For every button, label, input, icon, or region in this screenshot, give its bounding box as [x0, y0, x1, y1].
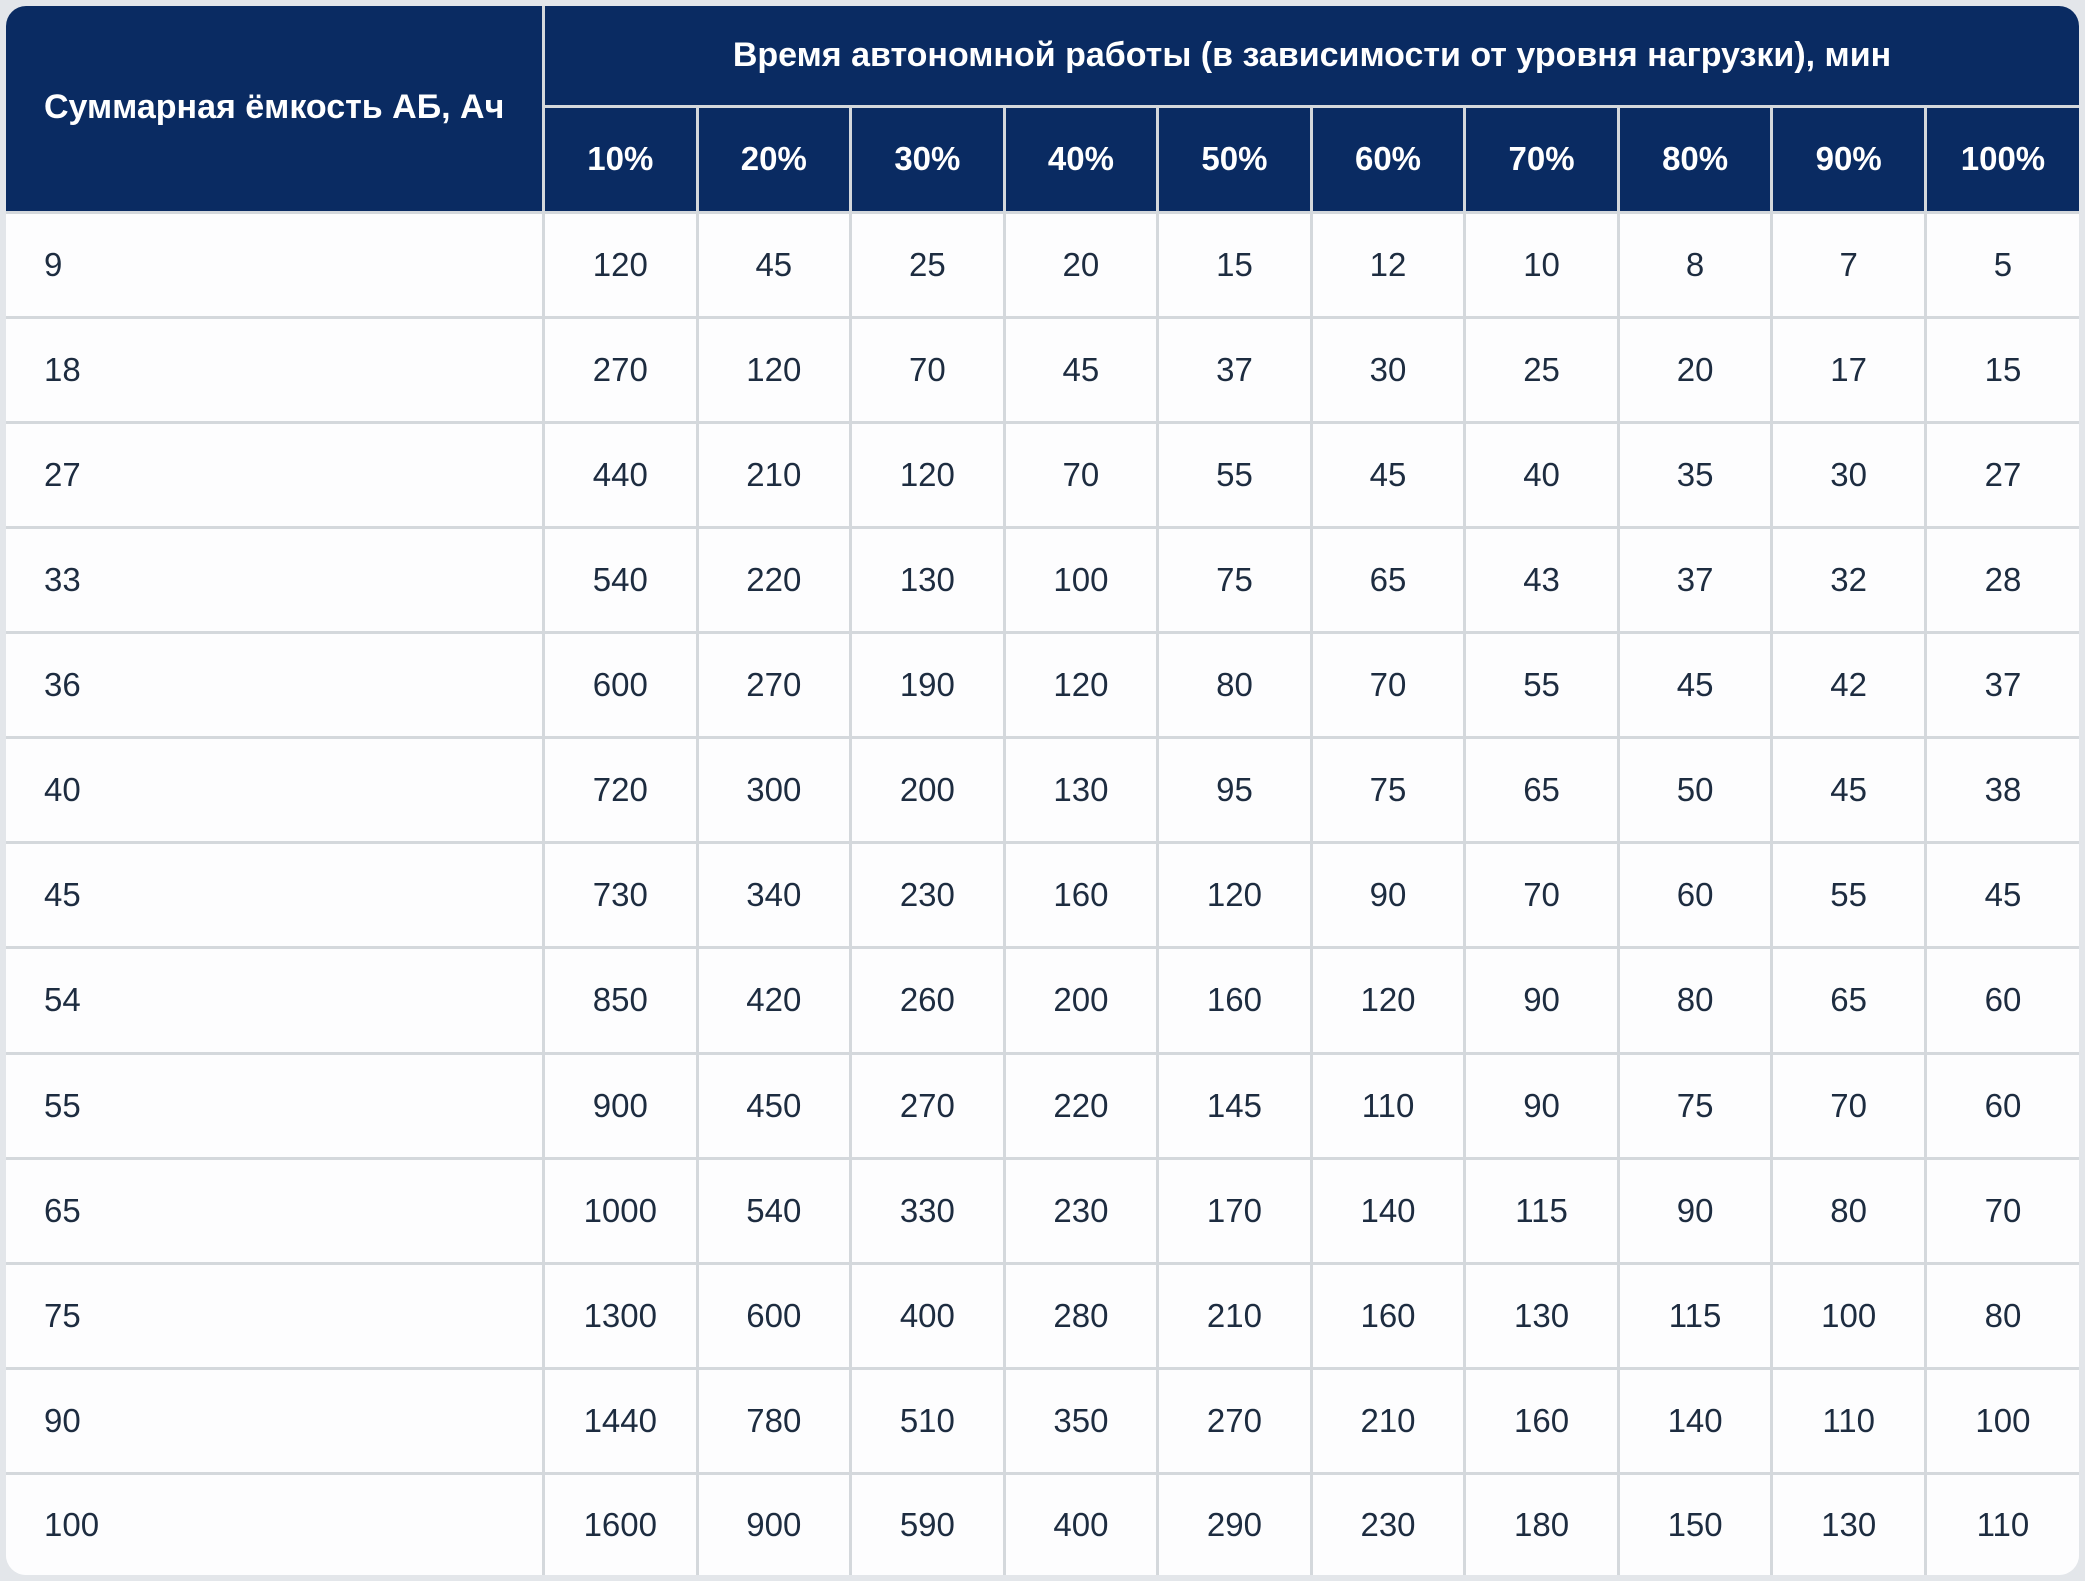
capacity-cell: 33 [6, 527, 544, 632]
runtime-cell: 110 [1925, 1474, 2079, 1576]
runtime-cell: 220 [697, 527, 851, 632]
runtime-cell: 60 [1925, 948, 2079, 1053]
runtime-cell: 32 [1772, 527, 1926, 632]
runtime-cell: 90 [1465, 948, 1619, 1053]
runtime-cell: 1440 [544, 1368, 698, 1473]
runtime-cell: 120 [1004, 633, 1158, 738]
capacity-cell: 45 [6, 843, 544, 948]
runtime-cell: 120 [851, 422, 1005, 527]
runtime-cell: 200 [851, 738, 1005, 843]
runtime-cell: 45 [1618, 633, 1772, 738]
runtime-cell: 210 [1311, 1368, 1465, 1473]
load-level-header: 10% [544, 106, 698, 212]
load-level-header: 100% [1925, 106, 2079, 212]
table-row [6, 1474, 2079, 1576]
capacity-cell: 27 [6, 422, 544, 527]
runtime-cell: 440 [544, 422, 698, 527]
runtime-cell: 37 [1158, 317, 1312, 422]
battery-runtime-table-frame [6, 6, 2079, 1575]
runtime-cell: 340 [697, 843, 851, 948]
capacity-cell: 54 [6, 948, 544, 1053]
runtime-cell: 720 [544, 738, 698, 843]
runtime-cell: 400 [1004, 1474, 1158, 1576]
runtime-cell: 30 [1772, 422, 1926, 527]
runtime-cell: 120 [1158, 843, 1312, 948]
table-row [6, 1158, 2079, 1263]
runtime-cell: 130 [851, 527, 1005, 632]
runtime-cell: 420 [697, 948, 851, 1053]
load-level-header: 80% [1618, 106, 1772, 212]
runtime-cell: 45 [1772, 738, 1926, 843]
runtime-cell: 7 [1772, 212, 1926, 317]
table-row [6, 738, 2079, 843]
table-row [6, 317, 2079, 422]
runtime-cell: 80 [1772, 1158, 1926, 1263]
table-row [6, 843, 2079, 948]
runtime-cell: 270 [544, 317, 698, 422]
runtime-cell: 900 [544, 1053, 698, 1158]
runtime-cell: 850 [544, 948, 698, 1053]
table-row [6, 633, 2079, 738]
table-body [6, 212, 2079, 1575]
runtime-cell: 130 [1465, 1263, 1619, 1368]
runtime-cell: 12 [1311, 212, 1465, 317]
runtime-cell: 220 [1004, 1053, 1158, 1158]
runtime-cell: 730 [544, 843, 698, 948]
runtime-cell: 780 [697, 1368, 851, 1473]
runtime-cell: 55 [1158, 422, 1312, 527]
runtime-cell: 230 [1004, 1158, 1158, 1263]
runtime-cell: 80 [1925, 1263, 2079, 1368]
runtime-cell: 170 [1158, 1158, 1312, 1263]
capacity-cell: 65 [6, 1158, 544, 1263]
runtime-cell: 120 [1311, 948, 1465, 1053]
runtime-cell: 100 [1004, 527, 1158, 632]
runtime-cell: 130 [1004, 738, 1158, 843]
runtime-cell: 350 [1004, 1368, 1158, 1473]
runtime-cell: 65 [1772, 948, 1926, 1053]
runtime-cell: 140 [1618, 1368, 1772, 1473]
runtime-cell: 590 [851, 1474, 1005, 1576]
runtime-cell: 540 [544, 527, 698, 632]
runtime-cell: 100 [1772, 1263, 1926, 1368]
table-row [6, 1263, 2079, 1368]
runtime-cell: 1300 [544, 1263, 698, 1368]
capacity-cell: 75 [6, 1263, 544, 1368]
runtime-cell: 160 [1004, 843, 1158, 948]
capacity-cell: 40 [6, 738, 544, 843]
table-row [6, 948, 2079, 1053]
runtime-cell: 70 [851, 317, 1005, 422]
runtime-cell: 55 [1772, 843, 1926, 948]
runtime-cell: 75 [1158, 527, 1312, 632]
table-header [6, 6, 2079, 212]
runtime-cell: 60 [1925, 1053, 2079, 1158]
load-level-header: 70% [1465, 106, 1619, 212]
runtime-cell: 290 [1158, 1474, 1312, 1576]
runtime-cell: 42 [1772, 633, 1926, 738]
runtime-cell: 65 [1311, 527, 1465, 632]
runtime-cell: 540 [697, 1158, 851, 1263]
runtime-cell: 230 [1311, 1474, 1465, 1576]
group-header-row [6, 6, 2079, 106]
runtime-cell: 25 [1465, 317, 1619, 422]
runtime-cell: 45 [1311, 422, 1465, 527]
runtime-cell: 450 [697, 1053, 851, 1158]
runtime-cell: 65 [1465, 738, 1619, 843]
runtime-cell: 37 [1618, 527, 1772, 632]
table-row [6, 527, 2079, 632]
runtime-cell: 1600 [544, 1474, 698, 1576]
runtime-cell: 45 [1004, 317, 1158, 422]
runtime-cell: 8 [1618, 212, 1772, 317]
runtime-cell: 160 [1158, 948, 1312, 1053]
runtime-cell: 160 [1465, 1368, 1619, 1473]
runtime-cell: 45 [697, 212, 851, 317]
runtime-cell: 270 [851, 1053, 1005, 1158]
runtime-cell: 120 [544, 212, 698, 317]
runtime-cell: 200 [1004, 948, 1158, 1053]
runtime-cell: 300 [697, 738, 851, 843]
runtime-cell: 270 [697, 633, 851, 738]
runtime-cell: 280 [1004, 1263, 1158, 1368]
runtime-cell: 120 [697, 317, 851, 422]
runtime-cell: 400 [851, 1263, 1005, 1368]
runtime-cell: 140 [1311, 1158, 1465, 1263]
runtime-cell: 15 [1158, 212, 1312, 317]
runtime-cell: 40 [1465, 422, 1619, 527]
runtime-cell: 600 [697, 1263, 851, 1368]
runtime-cell: 180 [1465, 1474, 1619, 1576]
runtime-cell: 43 [1465, 527, 1619, 632]
runtime-cell: 110 [1772, 1368, 1926, 1473]
table-row [6, 1053, 2079, 1158]
runtime-cell: 115 [1618, 1263, 1772, 1368]
runtime-cell: 50 [1618, 738, 1772, 843]
runtime-cell: 20 [1004, 212, 1158, 317]
load-level-header: 20% [697, 106, 851, 212]
load-level-header: 40% [1004, 106, 1158, 212]
runtime-cell: 110 [1311, 1053, 1465, 1158]
capacity-cell: 100 [6, 1474, 544, 1576]
table-row [6, 422, 2079, 527]
runtime-cell: 25 [851, 212, 1005, 317]
runtime-cell: 330 [851, 1158, 1005, 1263]
runtime-cell: 150 [1618, 1474, 1772, 1576]
runtime-cell: 210 [1158, 1263, 1312, 1368]
capacity-cell: 55 [6, 1053, 544, 1158]
runtime-cell: 5 [1925, 212, 2079, 317]
runtime-cell: 90 [1618, 1158, 1772, 1263]
runtime-cell: 115 [1465, 1158, 1619, 1263]
runtime-cell: 70 [1004, 422, 1158, 527]
runtime-cell: 230 [851, 843, 1005, 948]
runtime-cell: 70 [1925, 1158, 2079, 1263]
runtime-cell: 70 [1772, 1053, 1926, 1158]
runtime-cell: 17 [1772, 317, 1926, 422]
runtime-cell: 20 [1618, 317, 1772, 422]
runtime-cell: 27 [1925, 422, 2079, 527]
runtime-cell: 600 [544, 633, 698, 738]
runtime-cell: 80 [1618, 948, 1772, 1053]
runtime-cell: 55 [1465, 633, 1619, 738]
runtime-cell: 28 [1925, 527, 2079, 632]
table-row [6, 1368, 2079, 1473]
runtime-cell: 60 [1618, 843, 1772, 948]
runtime-cell: 38 [1925, 738, 2079, 843]
runtime-cell: 1000 [544, 1158, 698, 1263]
runtime-cell: 80 [1158, 633, 1312, 738]
runtime-cell: 95 [1158, 738, 1312, 843]
runtime-cell: 70 [1465, 843, 1619, 948]
runtime-cell: 15 [1925, 317, 2079, 422]
table-row [6, 212, 2079, 317]
runtime-cell: 260 [851, 948, 1005, 1053]
runtime-group-header: Время автономной работы (в зависимости от уровня нагрузки), мин [544, 6, 2080, 106]
runtime-cell: 90 [1311, 843, 1465, 948]
runtime-cell: 30 [1311, 317, 1465, 422]
runtime-cell: 100 [1925, 1368, 2079, 1473]
load-level-header: 30% [851, 106, 1005, 212]
load-level-header: 50% [1158, 106, 1312, 212]
runtime-cell: 160 [1311, 1263, 1465, 1368]
runtime-cell: 130 [1772, 1474, 1926, 1576]
runtime-cell: 35 [1618, 422, 1772, 527]
runtime-cell: 10 [1465, 212, 1619, 317]
runtime-cell: 210 [697, 422, 851, 527]
runtime-cell: 45 [1925, 843, 2079, 948]
runtime-cell: 510 [851, 1368, 1005, 1473]
runtime-cell: 75 [1311, 738, 1465, 843]
runtime-cell: 190 [851, 633, 1005, 738]
capacity-cell: 36 [6, 633, 544, 738]
capacity-cell: 18 [6, 317, 544, 422]
load-level-header: 60% [1311, 106, 1465, 212]
battery-runtime-table [6, 6, 2079, 1575]
capacity-cell: 9 [6, 212, 544, 317]
load-level-header: 90% [1772, 106, 1926, 212]
runtime-cell: 270 [1158, 1368, 1312, 1473]
runtime-cell: 145 [1158, 1053, 1312, 1158]
runtime-cell: 900 [697, 1474, 851, 1576]
runtime-cell: 37 [1925, 633, 2079, 738]
capacity-column-header: Суммарная ёмкость АБ, Ач [6, 6, 544, 212]
runtime-cell: 70 [1311, 633, 1465, 738]
runtime-cell: 75 [1618, 1053, 1772, 1158]
capacity-cell: 90 [6, 1368, 544, 1473]
runtime-cell: 90 [1465, 1053, 1619, 1158]
